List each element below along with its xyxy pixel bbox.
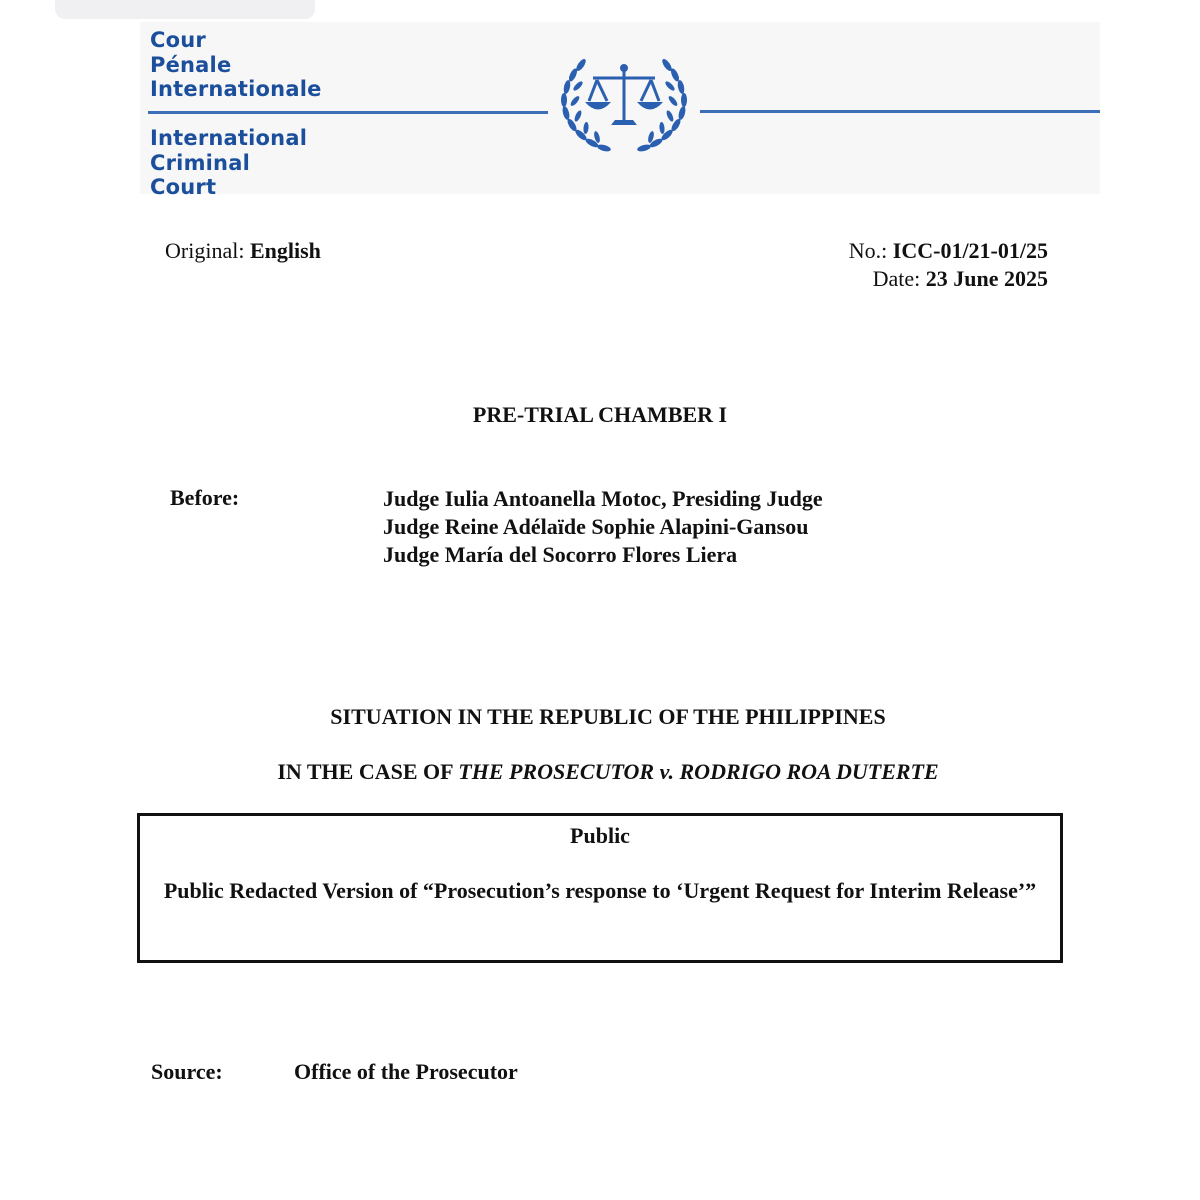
case-prefix: IN THE CASE OF	[277, 759, 453, 784]
court-name-line: Court	[150, 175, 217, 199]
court-name-line: Internationale	[150, 77, 322, 101]
masthead-rule-left	[148, 111, 548, 114]
source-label: Source:	[151, 1059, 223, 1084]
case-number-value: ICC-01/21-01/25	[892, 238, 1048, 263]
judges-list	[383, 485, 823, 569]
original-label: Original:	[165, 238, 245, 263]
original-value: English	[249, 238, 321, 263]
judge-name: Judge Reine Adélaïde Sophie Alapini-Gansou	[383, 514, 809, 539]
court-name-line: Cour	[150, 28, 206, 52]
court-name-line: Pénale	[150, 52, 232, 77]
document-date	[849, 265, 1048, 293]
court-name-french	[150, 28, 322, 102]
case-number	[849, 237, 1048, 265]
date-value: 23 June 2025	[925, 266, 1048, 291]
classification-label: Public	[570, 823, 630, 848]
court-name-english	[150, 126, 307, 200]
document-title-box	[137, 813, 1063, 963]
source-value: Office of the Prosecutor	[294, 1059, 518, 1084]
scales-of-justice-laurel-icon	[551, 45, 697, 157]
case-heading	[8, 759, 1200, 785]
situation-heading: SITUATION IN THE REPUBLIC OF THE PHILIPPINES	[330, 704, 886, 729]
chamber-heading: PRE-TRIAL CHAMBER I	[472, 402, 728, 427]
before-label: Before:	[170, 485, 240, 510]
judge-name: Judge María del Socorro Flores Liera	[383, 542, 738, 567]
original-language	[165, 237, 321, 265]
court-name-line: Criminal	[150, 150, 250, 175]
case-title: THE PROSECUTOR v. RODRIGO ROA DUTERTE	[458, 759, 939, 784]
top-strip	[55, 0, 315, 19]
case-number-label: No.:	[848, 238, 888, 263]
document-title: Public Redacted Version of “Prosecution’s response to ‘Urgent Request for Interim Release’”	[163, 878, 1037, 903]
date-label: Date:	[872, 266, 921, 291]
court-name-line: International	[150, 126, 308, 150]
case-meta	[849, 237, 1048, 293]
judge-name: Judge Iulia Antoanella Motoc, Presiding Judge	[383, 486, 823, 511]
masthead-rule-right	[700, 110, 1100, 113]
